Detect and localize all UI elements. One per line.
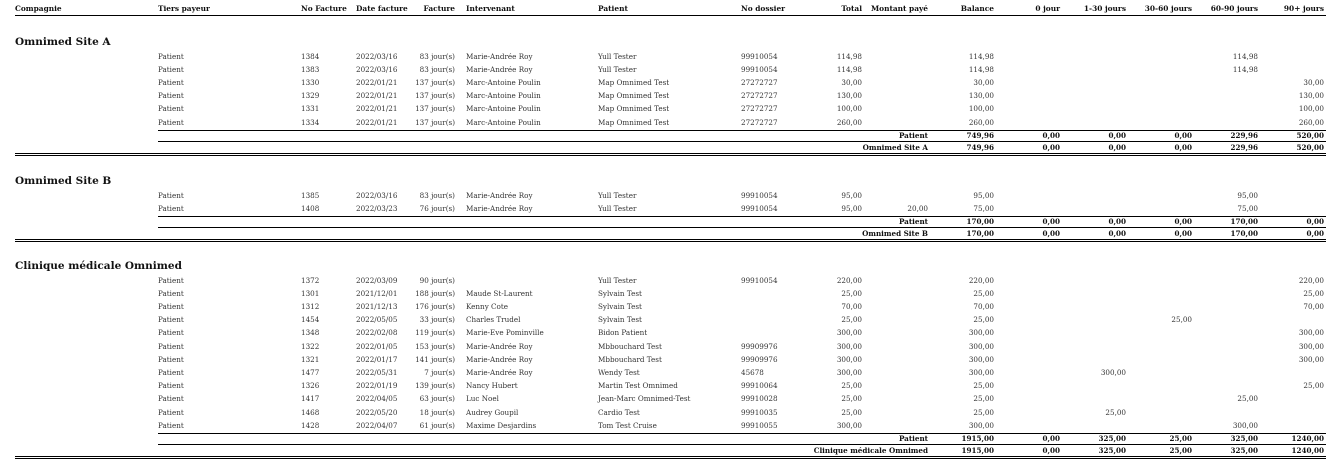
table-cell-j60-90: 75,00 [1237,203,1258,213]
table-cell-date-facture: 2022/03/09 [356,275,398,285]
table-cell-no-facture: 1428 [301,420,320,430]
subtotal-j30-60: 25,00 [1169,433,1192,443]
table-cell-date-facture: 2022/01/19 [356,381,398,391]
table-cell-balance: 30,00 [973,77,994,87]
table-cell-date-facture: 2022/04/07 [356,420,398,430]
table-cell-date-facture: 2022/03/16 [356,190,398,200]
table-cell-balance: 260,00 [968,117,994,127]
table-cell-patient: Bidon Patient [598,328,648,338]
subtotal-j90: 1240,00 [1291,433,1324,443]
table-cell-balance: 114,98 [968,51,994,61]
table-cell-j1-30: 300,00 [1100,367,1126,377]
group-total-j60-90: 325,00 [1230,446,1258,456]
subtotal-j90: 520,00 [1296,130,1324,140]
group-title: Clinique médicale Omnimed [15,260,182,272]
table-cell-total: 130,00 [836,91,862,101]
table-cell-no-dossier: 27272727 [741,77,778,87]
table-cell-total: 300,00 [836,328,862,338]
table-cell-j90: 30,00 [1303,77,1324,87]
group-total-rule-double [15,155,1326,156]
table-cell-no-facture: 1385 [301,190,320,200]
table-cell-intervenant: Marie-Andrée Roy [466,203,533,213]
table-cell-j60-90: 25,00 [1237,394,1258,404]
table-cell-date-facture: 2022/01/05 [356,341,398,351]
table-cell-total: 300,00 [836,341,862,351]
group-total-j1-30: 0,00 [1108,143,1126,153]
header-total: Total [841,4,862,13]
header-j1-30: 1-30 jours [1083,4,1126,13]
table-cell-intervenant: Marc-Antoine Poulin [466,104,541,114]
table-cell-no-facture: 1331 [301,104,320,114]
table-cell-no-dossier: 27272727 [741,104,778,114]
table-cell-no-facture: 1417 [301,394,320,404]
subtotal-j0: 0,00 [1042,216,1060,226]
group-total-j0: 0,00 [1042,446,1060,456]
table-cell-total: 25,00 [841,394,862,404]
table-cell-no-dossier: 99910054 [741,51,778,61]
table-cell-date-facture: 2022/03/16 [356,64,398,74]
table-cell-no-dossier: 99910054 [741,203,778,213]
table-cell-no-facture: 1312 [301,301,320,311]
table-cell-facture: 83 jour(s) [419,190,455,200]
subtotal-rule [158,444,1326,445]
group-total-rule [15,239,1326,240]
header-facture: Facture [423,4,455,13]
table-cell-facture: 139 jour(s) [415,381,455,391]
table-cell-facture: 137 jour(s) [415,104,455,114]
group-title: Omnimed Site B [15,175,112,187]
table-cell-total: 300,00 [836,420,862,430]
group-total-j60-90: 170,00 [1230,229,1258,239]
table-cell-tiers: Patient [158,91,184,101]
table-cell-tiers: Patient [158,341,184,351]
group-total-j90: 1240,00 [1291,446,1324,456]
header-rule [15,15,1326,16]
table-cell-no-facture: 1372 [301,275,320,285]
table-cell-tiers: Patient [158,301,184,311]
table-cell-patient: Map Omnimed Test [598,117,670,127]
subtotal-label: Patient [898,130,928,140]
table-cell-intervenant: Charles Trudel [466,315,521,325]
table-cell-j90: 300,00 [1298,328,1324,338]
table-cell-facture: 83 jour(s) [419,64,455,74]
group-total-j0: 0,00 [1042,229,1060,239]
table-cell-balance: 25,00 [973,381,994,391]
table-cell-tiers: Patient [158,51,184,61]
table-cell-total: 95,00 [841,203,862,213]
group-title: Omnimed Site A [15,36,111,48]
group-total-label: Omnimed Site A [862,143,928,153]
subtotal-j30-60: 0,00 [1174,216,1192,226]
table-cell-date-facture: 2022/03/23 [356,203,398,213]
table-cell-j60-90: 300,00 [1232,420,1258,430]
table-cell-facture: 137 jour(s) [415,117,455,127]
subtotal-j90: 0,00 [1306,216,1324,226]
table-cell-j90: 100,00 [1298,104,1324,114]
table-cell-patient: Yull Tester [598,190,637,200]
table-cell-facture: 188 jour(s) [415,288,455,298]
table-cell-j90: 70,00 [1303,301,1324,311]
table-cell-no-dossier: 99910054 [741,190,778,200]
table-cell-tiers: Patient [158,190,184,200]
table-cell-no-facture: 1408 [301,203,320,213]
table-cell-patient: Jean-Marc Omnimed-Test [598,394,691,404]
table-cell-balance: 300,00 [968,354,994,364]
table-cell-facture: 33 jour(s) [419,315,455,325]
table-cell-no-dossier: 27272727 [741,117,778,127]
table-cell-date-facture: 2022/05/20 [356,407,398,417]
table-cell-tiers: Patient [158,420,184,430]
subtotal-j1-30: 325,00 [1098,433,1126,443]
table-cell-j90: 25,00 [1303,381,1324,391]
table-cell-no-dossier: 99910064 [741,381,778,391]
table-cell-no-facture: 1334 [301,117,320,127]
table-cell-patient: Sylvain Test [598,288,642,298]
table-cell-j1-30: 25,00 [1105,407,1126,417]
table-cell-j60-90: 114,98 [1232,51,1258,61]
group-total-j30-60: 0,00 [1174,143,1192,153]
table-cell-j90: 260,00 [1298,117,1324,127]
table-cell-j30-60: 25,00 [1171,315,1192,325]
table-cell-patient: Wendy Test [598,367,640,377]
header-date-facture: Date facture [356,4,408,13]
subtotal-j30-60: 0,00 [1174,130,1192,140]
header-montant-paye: Montant payé [871,4,928,13]
header-intervenant: Intervenant [466,4,515,13]
table-cell-no-dossier: 99910054 [741,275,778,285]
table-cell-intervenant: Marie-Andrée Roy [466,367,533,377]
subtotal-balance: 1915,00 [961,433,994,443]
table-cell-no-dossier: 99910028 [741,394,778,404]
table-cell-balance: 300,00 [968,328,994,338]
group-total-rule [15,153,1326,154]
table-cell-no-dossier: 99910054 [741,64,778,74]
subtotal-balance: 749,96 [966,130,994,140]
table-cell-balance: 300,00 [968,367,994,377]
header-j30-60: 30-60 jours [1144,4,1192,13]
table-cell-balance: 100,00 [968,104,994,114]
table-cell-balance: 300,00 [968,420,994,430]
table-cell-patient: Yull Tester [598,51,637,61]
table-cell-facture: 137 jour(s) [415,91,455,101]
table-cell-date-facture: 2022/01/21 [356,77,398,87]
table-cell-date-facture: 2022/05/05 [356,315,398,325]
subtotal-rule [158,141,1326,142]
table-cell-patient: Yull Tester [598,203,637,213]
header-compagnie: Compagnie [15,4,62,13]
table-cell-facture: 119 jour(s) [415,328,455,338]
table-cell-total: 95,00 [841,190,862,200]
table-cell-no-dossier: 45678 [741,367,764,377]
table-cell-patient: Sylvain Test [598,315,642,325]
table-cell-no-facture: 1348 [301,328,320,338]
table-cell-balance: 25,00 [973,407,994,417]
header-tiers: Tiers payeur [158,4,210,13]
table-cell-no-facture: 1326 [301,381,320,391]
table-cell-no-facture: 1384 [301,51,320,61]
table-cell-patient: Tom Test Cruise [598,420,657,430]
header-j60-90: 60-90 jours [1210,4,1258,13]
group-total-balance: 170,00 [966,229,994,239]
group-total-j90: 0,00 [1306,229,1324,239]
table-cell-j90: 300,00 [1298,341,1324,351]
table-cell-total: 300,00 [836,367,862,377]
table-cell-tiers: Patient [158,367,184,377]
table-cell-tiers: Patient [158,203,184,213]
table-cell-no-facture: 1321 [301,354,320,364]
table-cell-total: 220,00 [836,275,862,285]
table-cell-montant-paye: 20,00 [907,203,928,213]
table-cell-intervenant: Audrey Goupil [466,407,519,417]
table-cell-balance: 95,00 [973,190,994,200]
group-total-j0: 0,00 [1042,143,1060,153]
group-total-rule-double [15,241,1326,242]
table-cell-patient: Mbbouchard Test [598,341,662,351]
table-cell-facture: 90 jour(s) [419,275,455,285]
table-cell-balance: 130,00 [968,91,994,101]
table-cell-patient: Yull Tester [598,275,637,285]
table-cell-no-dossier: 99909976 [741,341,778,351]
table-cell-total: 25,00 [841,315,862,325]
subtotal-j1-30: 0,00 [1108,130,1126,140]
table-cell-balance: 70,00 [973,301,994,311]
subtotal-rule [158,227,1326,228]
table-cell-total: 30,00 [841,77,862,87]
table-cell-facture: 137 jour(s) [415,77,455,87]
table-cell-total: 300,00 [836,354,862,364]
group-total-j1-30: 0,00 [1108,229,1126,239]
table-cell-date-facture: 2021/12/13 [356,301,398,311]
table-cell-patient: Martin Test Omnimed [598,381,678,391]
table-cell-no-facture: 1454 [301,315,320,325]
group-total-j30-60: 0,00 [1174,229,1192,239]
table-cell-tiers: Patient [158,77,184,87]
group-total-j30-60: 25,00 [1169,446,1192,456]
table-cell-facture: 76 jour(s) [419,203,455,213]
subtotal-j0: 0,00 [1042,433,1060,443]
header-balance: Balance [960,4,994,13]
table-cell-total: 100,00 [836,104,862,114]
table-cell-date-facture: 2022/01/21 [356,91,398,101]
table-cell-patient: Yull Tester [598,64,637,74]
table-cell-patient: Map Omnimed Test [598,104,670,114]
table-cell-intervenant: Marc-Antoine Poulin [466,91,541,101]
subtotal-label: Patient [898,433,928,443]
table-cell-intervenant: Marc-Antoine Poulin [466,77,541,87]
table-cell-facture: 7 jour(s) [424,367,455,377]
table-cell-facture: 63 jour(s) [419,394,455,404]
table-cell-facture: 61 jour(s) [419,420,455,430]
table-cell-total: 114,98 [836,64,862,74]
table-cell-total: 25,00 [841,407,862,417]
subtotal-j1-30: 0,00 [1108,216,1126,226]
subtotal-j60-90: 229,96 [1230,130,1258,140]
table-cell-tiers: Patient [158,381,184,391]
table-cell-tiers: Patient [158,275,184,285]
table-cell-balance: 25,00 [973,315,994,325]
table-cell-tiers: Patient [158,328,184,338]
table-cell-balance: 75,00 [973,203,994,213]
header-patient: Patient [598,4,628,13]
group-total-j1-30: 325,00 [1098,446,1126,456]
header-no-facture: No Facture [301,4,347,13]
table-cell-intervenant: Maude St-Laurent [466,288,533,298]
table-cell-date-facture: 2022/03/16 [356,51,398,61]
table-cell-j60-90: 95,00 [1237,190,1258,200]
table-cell-no-facture: 1329 [301,91,320,101]
table-cell-j90: 220,00 [1298,275,1324,285]
table-cell-patient: Mbbouchard Test [598,354,662,364]
table-cell-intervenant: Marie-Andrée Roy [466,341,533,351]
table-cell-no-dossier: 99910055 [741,420,778,430]
table-cell-j60-90: 114,98 [1232,64,1258,74]
table-cell-tiers: Patient [158,288,184,298]
table-cell-intervenant: Marc-Antoine Poulin [466,117,541,127]
table-cell-date-facture: 2022/02/08 [356,328,398,338]
table-cell-intervenant: Luc Noel [466,394,499,404]
table-cell-intervenant: Nancy Hubert [466,381,518,391]
table-cell-no-facture: 1383 [301,64,320,74]
table-cell-date-facture: 2022/01/17 [356,354,398,364]
group-total-label: Clinique médicale Omnimed [813,446,928,456]
group-total-rule [15,456,1326,457]
table-cell-facture: 176 jour(s) [415,301,455,311]
table-cell-facture: 18 jour(s) [419,407,455,417]
subtotal-label: Patient [898,216,928,226]
group-total-balance: 1915,00 [961,446,994,456]
table-cell-balance: 220,00 [968,275,994,285]
header-j0: 0 jour [1035,4,1060,13]
table-cell-balance: 25,00 [973,288,994,298]
table-cell-tiers: Patient [158,354,184,364]
table-cell-no-dossier: 99909976 [741,354,778,364]
header-no-dossier: No dossier [741,4,786,13]
table-cell-j90: 300,00 [1298,354,1324,364]
table-cell-no-facture: 1322 [301,341,320,351]
table-cell-intervenant: Marie-Andrée Roy [466,190,533,200]
table-cell-intervenant: Kenny Cote [466,301,509,311]
table-cell-j90: 25,00 [1303,288,1324,298]
table-cell-no-facture: 1330 [301,77,320,87]
table-cell-tiers: Patient [158,315,184,325]
table-cell-tiers: Patient [158,407,184,417]
table-cell-no-dossier: 99910035 [741,407,778,417]
table-cell-tiers: Patient [158,117,184,127]
group-total-balance: 749,96 [966,143,994,153]
table-cell-patient: Sylvain Test [598,301,642,311]
table-cell-total: 114,98 [836,51,862,61]
table-cell-j90: 130,00 [1298,91,1324,101]
table-cell-patient: Map Omnimed Test [598,77,670,87]
table-cell-facture: 153 jour(s) [415,341,455,351]
table-cell-no-facture: 1301 [301,288,320,298]
table-cell-date-facture: 2021/12/01 [356,288,398,298]
group-total-j90: 520,00 [1296,143,1324,153]
table-cell-date-facture: 2022/04/05 [356,394,398,404]
table-cell-balance: 300,00 [968,341,994,351]
header-j90: 90+ jours [1283,4,1324,13]
table-cell-date-facture: 2022/01/21 [356,117,398,127]
table-cell-total: 260,00 [836,117,862,127]
group-total-rule-double [15,458,1326,459]
table-cell-no-facture: 1468 [301,407,320,417]
table-cell-patient: Map Omnimed Test [598,91,670,101]
table-cell-intervenant: Marie-Andrée Roy [466,64,533,74]
subtotal-j60-90: 170,00 [1230,216,1258,226]
table-cell-facture: 83 jour(s) [419,51,455,61]
table-cell-balance: 114,98 [968,64,994,74]
group-total-j60-90: 229,96 [1230,143,1258,153]
table-cell-date-facture: 2022/05/31 [356,367,398,377]
table-cell-balance: 25,00 [973,394,994,404]
table-cell-facture: 141 jour(s) [415,354,455,364]
table-cell-intervenant: Marie-Andrée Roy [466,51,533,61]
subtotal-j60-90: 325,00 [1230,433,1258,443]
table-cell-total: 70,00 [841,301,862,311]
table-cell-tiers: Patient [158,394,184,404]
table-cell-no-facture: 1477 [301,367,320,377]
table-cell-tiers: Patient [158,64,184,74]
table-cell-intervenant: Marie-Andrée Roy [466,354,533,364]
group-total-label: Omnimed Site B [862,229,928,239]
subtotal-j0: 0,00 [1042,130,1060,140]
table-cell-total: 25,00 [841,288,862,298]
subtotal-balance: 170,00 [966,216,994,226]
table-cell-intervenant: Marie-Eve Pominville [466,328,544,338]
table-cell-patient: Cardio Test [598,407,640,417]
table-cell-intervenant: Maxime Desjardins [466,420,537,430]
table-cell-tiers: Patient [158,104,184,114]
table-cell-no-dossier: 27272727 [741,91,778,101]
table-cell-total: 25,00 [841,381,862,391]
table-cell-date-facture: 2022/01/21 [356,104,398,114]
